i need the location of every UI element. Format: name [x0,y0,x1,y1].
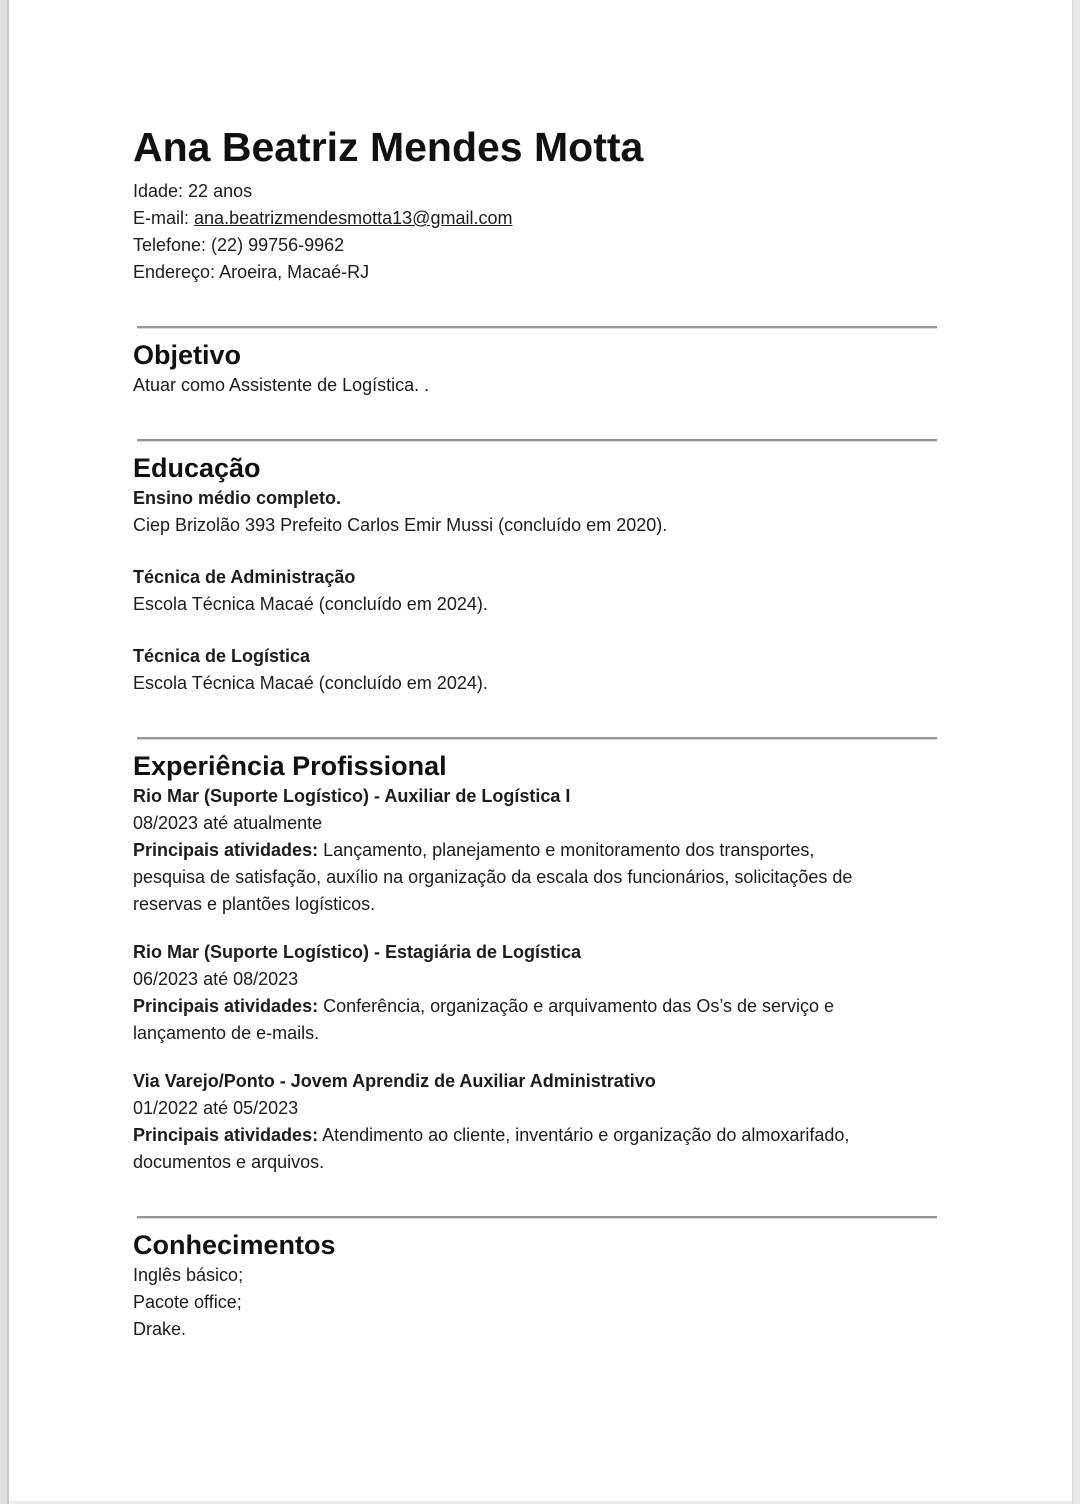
education-degree: Técnica de Logística [133,646,311,666]
job-activities-label: Principais atividades: [133,996,319,1016]
job-role: Rio Mar (Suporte Logístico) - Auxiliar de Logística I [133,786,571,806]
job-activities-text: Atendimento ao cliente, inventário e organização do almoxarifado, [322,1125,850,1145]
contact-age: Idade: 22 anos [133,181,253,201]
education-degree: Técnica de Administração [133,567,356,587]
skill-item: Pacote office; [133,1292,242,1312]
job-activities-text: reservas e plantões logísticos. [133,894,376,914]
section-divider-objetivo [137,326,937,329]
experience-job [133,1068,969,1176]
experience-job [133,939,969,1047]
education-entry [133,564,969,618]
job-activities-text: lançamento de e-mails. [133,1023,320,1043]
education-entry [133,643,969,697]
photo-edge-left [0,0,9,1504]
photo-edge-right [1072,0,1080,1504]
email-label: E-mail: [133,208,190,228]
section-divider-experiencia [137,737,937,740]
job-activities [133,1122,969,1149]
job-activities-label: Principais atividades: [133,1125,319,1145]
job-period: 08/2023 até atualmente [133,813,323,833]
education-school: Ciep Brizolão 393 Prefeito Carlos Emir Mussi (concluído em 2020). [133,515,668,535]
education-school: Escola Técnica Macaé (concluído em 2024). [133,594,488,614]
resume-document [133,122,969,1343]
contact-email [133,205,969,232]
email-link[interactable]: ana.beatrizmendesmotta13@gmail.com [194,208,513,228]
objetivo-text: Atuar como Assistente de Logística. . [133,375,430,395]
job-activities-text: Lançamento, planejamento e monitoramento dos transportes, [323,840,815,860]
section-divider-educacao [137,439,937,442]
skill-item: Drake. [133,1319,187,1339]
job-activities-text: documentos e arquivos. [133,1152,325,1172]
job-activities [133,837,969,864]
education-entry [133,485,969,539]
education-school: Escola Técnica Macaé (concluído em 2024). [133,673,488,693]
contact-address: Endereço: Aroeira, Macaé-RJ [133,262,370,282]
job-period: 01/2022 até 05/2023 [133,1098,299,1118]
education-degree: Ensino médio completo. [133,488,342,508]
section-divider-conhecimentos [137,1216,937,1219]
section-title-objetivo: Objetivo [133,340,242,370]
job-activities-text: Conferência, organização e arquivamento das Os’s de serviço e [323,996,835,1016]
job-activities-text: pesquisa de satisfação, auxílio na organização da escala dos funcionários, solicitações de [133,867,853,887]
contact-phone: Telefone: (22) 99756-9962 [133,235,345,255]
page-title: Ana Beatriz Mendes Motta [133,124,644,170]
experience-job [133,783,969,918]
section-title-educacao: Educação [133,453,261,483]
section-title-conhecimentos: Conhecimentos [133,1230,336,1260]
job-role: Via Varejo/Ponto - Jovem Aprendiz de Auxiliar Administrativo [133,1071,656,1091]
job-activities [133,993,969,1020]
skill-item: Inglês básico; [133,1265,244,1285]
section-title-experiencia: Experiência Profissional [133,751,447,781]
contact-block [133,178,969,286]
job-period: 06/2023 até 08/2023 [133,969,299,989]
job-role: Rio Mar (Suporte Logístico) - Estagiária de Logística [133,942,582,962]
job-activities-label: Principais atividades: [133,840,319,860]
